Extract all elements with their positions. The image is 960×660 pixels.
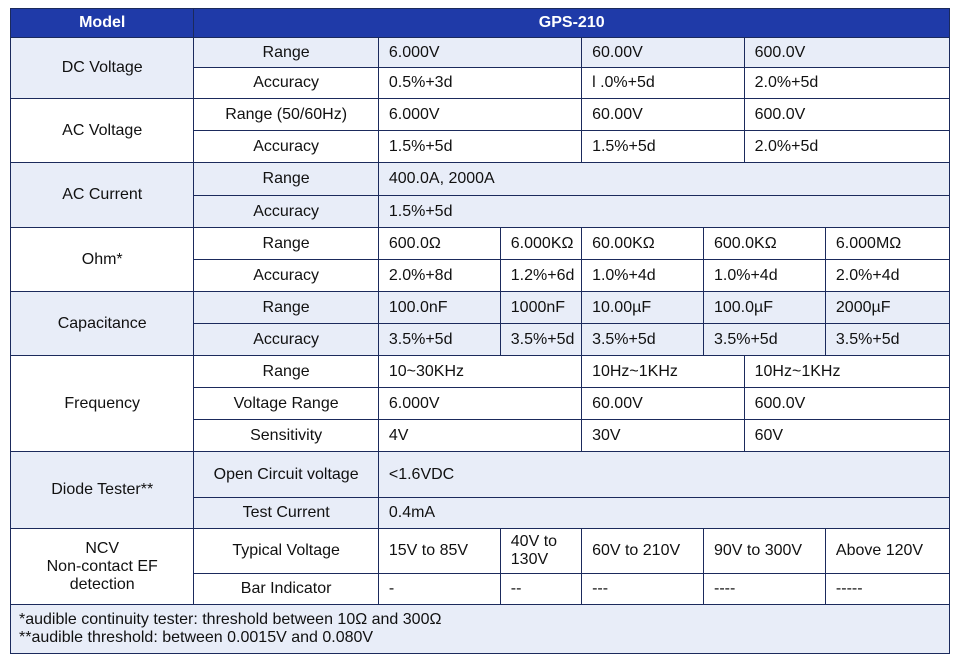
ohm-accuracy-label: Accuracy <box>194 260 378 292</box>
footnotes <box>11 605 950 654</box>
dc-range-3: 600.0V <box>744 38 949 68</box>
cap-accuracy-1: 3.5%+5d <box>378 324 500 356</box>
ncv-typical-4: 90V to 300V <box>703 529 825 574</box>
header-row <box>11 9 950 38</box>
cap-range-5: 2000µF <box>825 292 949 324</box>
cap-range-4: 100.0µF <box>703 292 825 324</box>
freq-range-label: Range <box>194 356 378 388</box>
dc-accuracy-2: l .0%+5d <box>582 68 745 99</box>
cap-accuracy-label: Accuracy <box>194 324 378 356</box>
ohm-range-1: 600.0Ω <box>378 228 500 260</box>
diode-tester-label: Diode Tester** <box>11 452 194 529</box>
cap-accuracy-4: 3.5%+5d <box>703 324 825 356</box>
cap-range-row <box>11 292 950 324</box>
acv-range-1: 6.000V <box>378 99 581 131</box>
ncv-bar-2: -- <box>500 574 581 605</box>
ncv-bar-label: Bar Indicator <box>194 574 378 605</box>
ohm-range-4: 600.0KΩ <box>703 228 825 260</box>
freq-range-row <box>11 356 950 388</box>
cap-range-1: 100.0nF <box>378 292 500 324</box>
diode-test-current-label: Test Current <box>194 498 378 529</box>
aci-accuracy-label: Accuracy <box>194 196 378 228</box>
dc-range-label: Range <box>194 38 378 68</box>
ohm-accuracy-2: 1.2%+6d <box>500 260 581 292</box>
acv-accuracy-label: Accuracy <box>194 131 378 163</box>
acv-range-row <box>11 99 950 131</box>
freq-sensitivity-label: Sensitivity <box>194 420 378 452</box>
dc-accuracy-label: Accuracy <box>194 68 378 99</box>
ohm-label: Ohm* <box>11 228 194 292</box>
ncv-typical-row <box>11 529 950 574</box>
ohm-range-2: 6.000KΩ <box>500 228 581 260</box>
dc-accuracy-1: 0.5%+3d <box>378 68 581 99</box>
model-label: Model <box>11 9 194 38</box>
cap-range-label: Range <box>194 292 378 324</box>
freq-sensitivity-2: 30V <box>582 420 745 452</box>
freq-voltage-2: 60.00V <box>582 388 745 420</box>
ohm-range-5: 6.000MΩ <box>825 228 949 260</box>
diode-open-row <box>11 452 950 498</box>
ncv-typical-1: 15V to 85V <box>378 529 500 574</box>
ncv-label-line1: NCV <box>85 539 120 557</box>
acv-range-label: Range (50/60Hz) <box>194 99 378 131</box>
freq-voltage-range-label: Voltage Range <box>194 388 378 420</box>
dc-range-2: 60.00V <box>582 38 745 68</box>
acv-range-3: 600.0V <box>744 99 949 131</box>
footnote-continuity: *audible continuity tester: threshold between 10Ω and 300Ω <box>19 611 442 628</box>
cap-accuracy-2: 3.5%+5d <box>500 324 581 356</box>
cap-range-3: 10.00µF <box>582 292 704 324</box>
notes-row <box>11 605 950 654</box>
ohm-accuracy-4: 1.0%+4d <box>703 260 825 292</box>
freq-range-3: 10Hz~1KHz <box>744 356 949 388</box>
ncv-label-line3: detection <box>69 575 135 593</box>
freq-sensitivity-1: 4V <box>378 420 581 452</box>
ncv-typical-5: Above 120V <box>825 529 949 574</box>
dc-accuracy-3: 2.0%+5d <box>744 68 949 99</box>
frequency-label: Frequency <box>11 356 194 452</box>
acv-accuracy-1: 1.5%+5d <box>378 131 581 163</box>
capacitance-label: Capacitance <box>11 292 194 356</box>
cap-accuracy-3: 3.5%+5d <box>582 324 704 356</box>
aci-accuracy: 1.5%+5d <box>378 196 949 228</box>
acv-accuracy-3: 2.0%+5d <box>744 131 949 163</box>
cap-range-2: 1000nF <box>500 292 581 324</box>
freq-range-1: 10~30KHz <box>378 356 581 388</box>
diode-test-current-value: 0.4mA <box>378 498 949 529</box>
diode-open-circuit-value: <1.6VDC <box>378 452 949 498</box>
ncv-label-line2: Non-contact EF <box>46 557 158 575</box>
ac-current-label: AC Current <box>11 163 194 228</box>
aci-range-row <box>11 163 950 196</box>
ac-voltage-label: AC Voltage <box>11 99 194 163</box>
ohm-range-label: Range <box>194 228 378 260</box>
dc-range-1: 6.000V <box>378 38 581 68</box>
ohm-range-3: 60.00KΩ <box>582 228 704 260</box>
dc-voltage-label: DC Voltage <box>11 38 194 99</box>
diode-open-circuit-label: Open Circuit voltage <box>194 452 378 498</box>
ncv-typical-label: Typical Voltage <box>194 529 378 574</box>
ncv-label <box>11 529 194 605</box>
ohm-accuracy-1: 2.0%+8d <box>378 260 500 292</box>
acv-accuracy-2: 1.5%+5d <box>582 131 745 163</box>
ncv-bar-1: - <box>378 574 500 605</box>
ncv-typical-2: 40V to 130V <box>500 529 581 574</box>
ncv-bar-5: ----- <box>825 574 949 605</box>
footnote-diode: **audible threshold: between 0.0015V and 0.080V <box>19 629 374 646</box>
dc-range-row <box>11 38 950 68</box>
ncv-bar-4: ---- <box>703 574 825 605</box>
freq-voltage-1: 6.000V <box>378 388 581 420</box>
freq-sensitivity-3: 60V <box>744 420 949 452</box>
ohm-accuracy-5: 2.0%+4d <box>825 260 949 292</box>
freq-voltage-3: 600.0V <box>744 388 949 420</box>
ohm-range-row <box>11 228 950 260</box>
spec-table <box>10 8 950 654</box>
ncv-typical-3: 60V to 210V <box>582 529 704 574</box>
freq-range-2: 10Hz~1KHz <box>582 356 745 388</box>
aci-range: 400.0A, 2000A <box>378 163 949 196</box>
ohm-accuracy-3: 1.0%+4d <box>582 260 704 292</box>
model-value: GPS-210 <box>194 9 950 38</box>
aci-range-label: Range <box>194 163 378 196</box>
acv-range-2: 60.00V <box>582 99 745 131</box>
cap-accuracy-5: 3.5%+5d <box>825 324 949 356</box>
ncv-bar-3: --- <box>582 574 704 605</box>
